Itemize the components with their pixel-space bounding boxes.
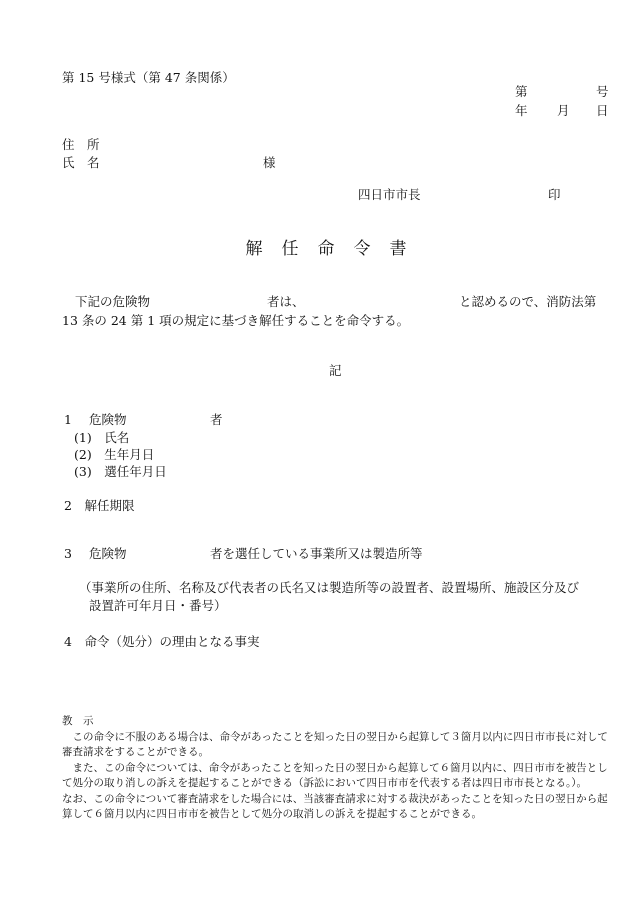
item1-sub3: (3) 選任年月日 xyxy=(74,464,167,479)
name-label: 氏 名 xyxy=(62,155,100,170)
item3-note-line2: 設置許可年月日・番号） xyxy=(89,598,227,613)
day-label: 日 xyxy=(596,103,609,118)
notice-line: なお、この命令について審査請求をした場合には、当該審査請求に対する裁決があったことを知った日の翌日から起 xyxy=(62,793,608,805)
notice-line: この命令に不服のある場合は、命令があったことを知った日の翌日から起算して３箇月以内に四日市市長に対して xyxy=(62,731,608,743)
item3-suffix: 者を選任している事業所又は製造所等 xyxy=(210,546,423,561)
intro-line2: 13 条の 24 第 1 項の規定に基づき解任することを命令する。 xyxy=(62,313,410,328)
intro-part3: と認めるので、消防法第 xyxy=(459,294,597,309)
item1-label: 危険物 xyxy=(89,412,127,427)
title-char: 令 xyxy=(353,239,371,259)
intro-part2: 者は、 xyxy=(267,294,305,309)
form-label: 第 15 号様式（第 47 条関係） xyxy=(62,70,235,85)
ki-mark: 記 xyxy=(329,363,342,378)
item1-sub2: (2) 生年月日 xyxy=(74,447,155,462)
month-label: 月 xyxy=(557,103,570,118)
number-prefix: 第 xyxy=(515,84,528,99)
item2: 2 解任期限 xyxy=(64,498,135,513)
honorific: 様 xyxy=(263,155,276,170)
item1-suffix: 者 xyxy=(210,412,223,427)
item1-sub1: (1) 氏名 xyxy=(74,430,130,445)
notice-heading: 教 示 xyxy=(62,715,94,727)
document-title xyxy=(236,238,416,260)
address-label: 住 所 xyxy=(62,137,100,152)
notice-line: 審査請求をすることができる。 xyxy=(62,746,209,758)
item1-number: 1 xyxy=(64,412,72,427)
item3-number: 3 xyxy=(64,546,72,561)
seal-mark: 印 xyxy=(548,187,561,202)
notice-line: 算して６箇月以内に四日市市を被告として処分の取消しの訴えを提起することができる。 xyxy=(62,808,482,820)
title-char: 書 xyxy=(389,239,407,259)
intro-part1: 下記の危険物 xyxy=(75,294,151,309)
title-char: 命 xyxy=(317,239,335,259)
year-label: 年 xyxy=(515,103,528,118)
issuer-title: 四日市市長 xyxy=(358,187,421,202)
item4: 4 命令（処分）の理由となる事実 xyxy=(64,634,260,649)
number-suffix: 号 xyxy=(596,84,609,99)
title-char: 解 xyxy=(245,239,263,259)
notice-line: また、この命令については、命令があったことを知った日の翌日から起算して６箇月以内に、四日市市を被告とし xyxy=(62,762,608,774)
item3-label: 危険物 xyxy=(89,546,127,561)
notice-line: て処分の取り消しの訴えを提起することができる（訴訟において四日市市を代表する者は四日市市長となる。）。 xyxy=(62,777,587,789)
item3-note-line1: （事業所の住所、名称及び代表者の氏名又は製造所等の設置者、設置場所、施設区分及び xyxy=(79,580,580,595)
title-char: 任 xyxy=(281,239,299,259)
